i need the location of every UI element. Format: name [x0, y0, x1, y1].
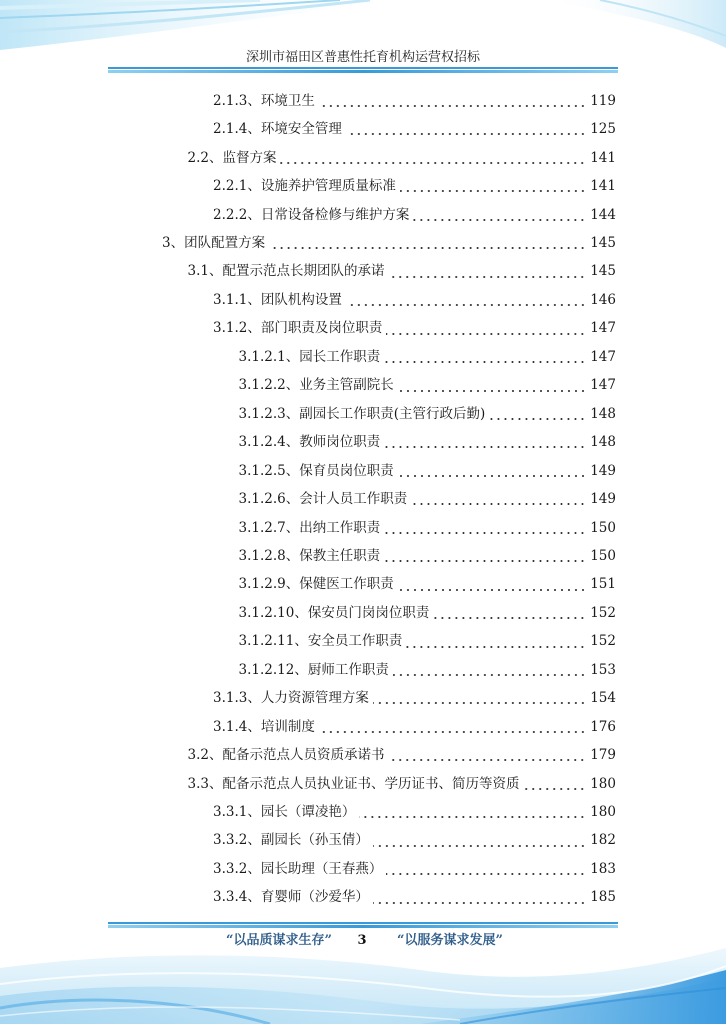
toc-entry-label: 3.1.2.12、厨师工作职责 — [238, 661, 389, 678]
toc-entry-page: 148 — [590, 434, 616, 451]
dot-leader — [388, 759, 586, 761]
table-of-contents — [162, 87, 616, 913]
toc-entry — [162, 343, 616, 371]
dot-leader — [384, 560, 586, 562]
dot-leader — [523, 788, 586, 790]
toc-entry — [162, 684, 616, 712]
toc-entry-label: 3.3.1、园长（谭凌艳） — [213, 804, 356, 821]
toc-entry-label: 3.1、配置示范点长期团队的承诺 — [187, 263, 385, 280]
toc-entry-label: 2.1.4、环境安全管理 — [213, 121, 342, 138]
toc-entry-page: 152 — [590, 633, 616, 650]
dot-leader — [393, 674, 586, 676]
toc-entry — [162, 485, 616, 513]
toc-entry-label: 2.2.1、设施养护管理质量标准 — [213, 178, 396, 195]
toc-entry — [162, 770, 616, 798]
toc-entry — [162, 229, 616, 257]
dot-leader — [373, 902, 586, 904]
toc-entry-page: 150 — [590, 519, 616, 536]
dot-leader — [433, 617, 586, 619]
toc-entry-label: 3.1.3、人力资源管理方案 — [213, 690, 369, 707]
toc-entry-label: 3.1.2.4、教师岗位职责 — [238, 434, 381, 451]
dot-leader — [400, 190, 586, 192]
toc-entry-label: 3.1.2.9、保健医工作职责 — [238, 576, 394, 593]
toc-entry — [162, 826, 616, 854]
header-rule — [108, 67, 618, 69]
dot-leader — [398, 390, 586, 392]
toc-entry — [162, 570, 616, 598]
toc-entry-page: 182 — [590, 832, 616, 849]
toc-entry-page: 147 — [590, 320, 616, 337]
toc-entry-label: 3.1.1、团队机构设置 — [213, 291, 342, 308]
toc-entry-page: 119 — [590, 92, 616, 109]
toc-entry-label: 3、团队配置方案 — [162, 235, 266, 252]
footer-rule-accent — [108, 925, 618, 928]
toc-entry-label: 3.1.2.5、保育员岗位职责 — [238, 462, 394, 479]
toc-entry — [162, 741, 616, 769]
toc-entry-label: 3.1.2.10、保安员门岗岗位职责 — [238, 604, 430, 621]
toc-entry-page: 150 — [590, 547, 616, 564]
toc-entry — [162, 144, 616, 172]
toc-entry-label: 3.2、配备示范点人员资质承诺书 — [187, 747, 385, 764]
toc-entry — [162, 627, 616, 655]
toc-entry-label: 2.1.3、环境卫生 — [213, 92, 315, 109]
footer-right-slogan: “以服务谋求发展” — [397, 933, 503, 948]
toc-entry — [162, 371, 616, 399]
toc-entry-page: 146 — [590, 291, 616, 308]
toc-entry-label: 3.1.2.11、安全员工作职责 — [238, 633, 403, 650]
toc-entry-label: 3.1.4、培训制度 — [213, 718, 315, 735]
dot-leader — [386, 873, 586, 875]
toc-entry-page: 148 — [590, 405, 616, 422]
dot-leader — [411, 503, 586, 505]
toc-entry-page: 154 — [590, 690, 616, 707]
toc-entry-label: 3.1.2.2、业务主管副院长 — [238, 377, 394, 394]
toc-entry-page: 145 — [590, 235, 616, 252]
toc-entry — [162, 542, 616, 570]
toc-entry-page: 183 — [590, 860, 616, 877]
toc-entry-label: 3.1.2、部门职责及岗位职责 — [213, 320, 383, 337]
footer-rule — [108, 922, 618, 924]
dot-leader — [398, 589, 586, 591]
dot-leader — [346, 304, 586, 306]
toc-entry — [162, 257, 616, 285]
dot-leader — [398, 475, 586, 477]
toc-entry — [162, 656, 616, 684]
toc-entry — [162, 457, 616, 485]
toc-entry-label: 2.2.2、日常设备检修与维护方案 — [213, 206, 410, 223]
toc-entry — [162, 713, 616, 741]
dot-leader — [413, 219, 586, 221]
toc-entry-page: 151 — [590, 576, 616, 593]
dot-leader — [359, 816, 586, 818]
toc-entry-label: 3.3.2、副园长（孙玉倩） — [213, 832, 369, 849]
toc-entry-label: 3.1.2.1、园长工作职责 — [238, 348, 381, 365]
toc-entry-page: 141 — [590, 149, 616, 166]
page-header-title: 深圳市福田区普惠性托育机构运营权招标 — [245, 50, 480, 65]
toc-entry-page: 149 — [590, 491, 616, 508]
toc-entry-label: 3.1.2.3、副园长工作职责(主管行政后勤) — [238, 405, 486, 422]
toc-entry-label: 3.1.2.7、出纳工作职责 — [238, 519, 381, 536]
toc-entry — [162, 201, 616, 229]
toc-entry-label: 3.3.4、育婴师（沙爱华） — [213, 889, 369, 906]
dot-leader — [269, 247, 586, 249]
toc-entry-label: 3.1.2.8、保教主任职责 — [238, 547, 381, 564]
toc-entry-page: 180 — [590, 775, 616, 792]
toc-entry-page: 180 — [590, 804, 616, 821]
dot-leader — [319, 105, 586, 107]
toc-entry-label: 3.3.2、园长助理（王春燕） — [213, 860, 383, 877]
toc-entry — [162, 883, 616, 911]
toc-entry — [162, 400, 616, 428]
dot-leader — [489, 418, 586, 420]
dot-leader — [384, 361, 586, 363]
toc-entry-page: 152 — [590, 604, 616, 621]
dot-leader — [346, 133, 586, 135]
dot-leader — [384, 446, 586, 448]
toc-entry-page: 153 — [590, 661, 616, 678]
toc-entry-page: 147 — [590, 377, 616, 394]
toc-entry-page: 149 — [590, 462, 616, 479]
toc-entry-page: 145 — [590, 263, 616, 280]
toc-entry — [162, 286, 616, 314]
toc-entry-page: 144 — [590, 206, 616, 223]
toc-entry-page: 141 — [590, 178, 616, 195]
toc-entry-label: 2.2、监督方案 — [187, 149, 277, 166]
dot-leader — [280, 162, 586, 164]
toc-entry — [162, 599, 616, 627]
toc-entry — [162, 87, 616, 115]
toc-entry — [162, 798, 616, 826]
footer-left-slogan: “以品质谋求生存” — [226, 933, 332, 948]
toc-entry-label: 3.1.2.6、会计人员工作职责 — [238, 491, 408, 508]
dot-leader — [319, 731, 586, 733]
toc-entry — [162, 115, 616, 143]
dot-leader — [386, 333, 586, 335]
toc-entry — [162, 855, 616, 883]
toc-entry-page: 176 — [590, 718, 616, 735]
page-number: 3 — [357, 933, 367, 948]
dot-leader — [373, 702, 586, 704]
toc-entry-page: 125 — [590, 121, 616, 138]
toc-entry — [162, 514, 616, 542]
toc-entry — [162, 172, 616, 200]
toc-entry-page: 185 — [590, 889, 616, 906]
toc-entry — [162, 314, 616, 342]
toc-entry — [162, 428, 616, 456]
dot-leader — [373, 845, 586, 847]
toc-entry-label: 3.3、配备示范点人员执业证书、学历证书、简历等资质 — [187, 775, 520, 792]
dot-leader — [384, 532, 586, 534]
dot-leader — [406, 646, 586, 648]
dot-leader — [388, 276, 586, 278]
toc-entry-page: 147 — [590, 348, 616, 365]
header-rule-accent — [108, 70, 618, 73]
toc-entry-page: 179 — [590, 747, 616, 764]
